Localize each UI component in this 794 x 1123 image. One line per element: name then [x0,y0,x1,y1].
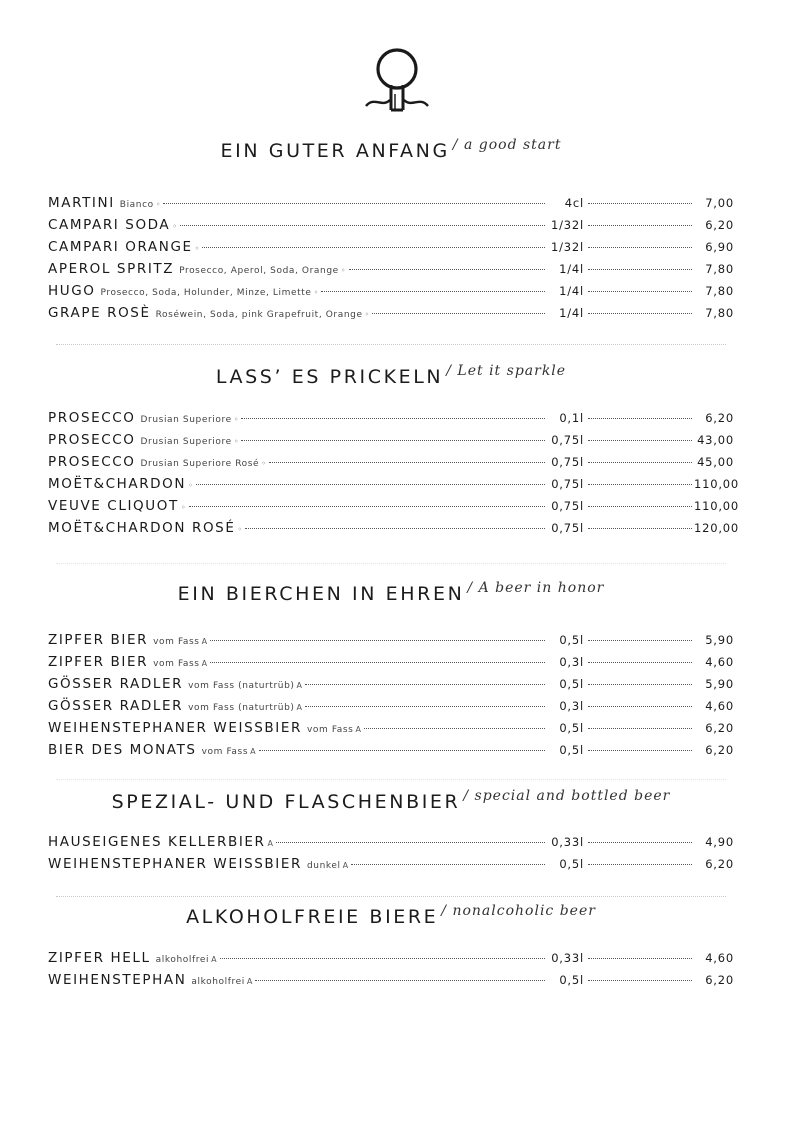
item-description: Drusian Superiore Rosé [140,459,260,469]
menu-item [48,720,734,738]
dot-leader [588,728,692,729]
item-volume: 0,75l [551,433,584,447]
allergen-marker: A [250,747,256,756]
item-price: 110,00 [694,477,740,491]
menu-item [48,454,734,472]
section-divider [56,563,726,564]
item-price: 6,20 [705,973,734,987]
menu-item [48,239,734,257]
section-subtitle: / A beer in honor [467,580,605,596]
menu-item [48,476,740,494]
item-name: ZIPFER BIER [48,654,149,670]
item-price: 7,80 [705,306,734,320]
menu-item [48,856,734,874]
dot-leader [241,440,545,441]
item-price: 7,80 [705,262,734,276]
section-title: SPEZIAL- UND FLASCHENBIER [111,791,461,813]
item-name: MARTINI [48,195,115,211]
item-price: 110,00 [694,499,740,513]
allergen-marker: A [201,659,208,668]
item-name: WEIHENSTEPHAN [48,972,187,988]
item-description: alkoholfrei [155,955,210,965]
allergen-marker: ◦ [313,288,319,297]
item-price: 45,00 [697,455,734,469]
section-divider [56,779,726,780]
dot-leader [588,418,692,419]
item-volume: 0,5l [559,743,584,757]
dot-leader [210,662,545,663]
dot-leader [351,864,545,865]
item-volume: 1/32l [550,240,584,254]
item-name: CAMPARI SODA [48,217,171,233]
item-volume: 1/32l [550,218,584,232]
dot-leader [269,462,545,463]
dot-leader [588,484,692,485]
item-price: 6,20 [705,721,734,735]
section-heading [48,788,734,813]
item-name: VEUVE CLIQUOT [48,498,179,514]
section-subtitle: / nonalcoholic beer [441,903,596,919]
item-price: 4,90 [705,835,734,849]
item-price: 6,20 [705,743,734,757]
item-volume: 1/4l [559,262,584,276]
item-volume: 0,75l [551,499,584,513]
item-description: vom Fass [306,725,354,735]
item-name: WEIHENSTEPHANER WEISSBIER [48,856,302,872]
section-heading [48,137,734,162]
item-volume: 0,3l [559,699,584,713]
item-volume: 1/4l [559,284,584,298]
q-logo-icon [362,44,432,116]
dot-leader [588,462,692,463]
item-volume: 1/4l [559,306,584,320]
allergen-marker: A [342,861,349,870]
item-price: 6,90 [705,240,734,254]
menu-item [48,261,734,279]
allergen-marker: A [355,725,361,734]
item-description: vom Fass (naturtrüb) [188,681,295,691]
menu-item [48,632,734,650]
item-price: 4,60 [705,951,734,965]
dot-leader [588,980,692,981]
item-description: Bianco [119,200,154,210]
item-volume: 0,5l [559,677,584,691]
allergen-marker: A [296,703,302,712]
allergen-marker: ◦ [180,503,186,512]
dot-leader [588,225,692,226]
dot-leader [588,291,692,292]
allergen-marker: ◦ [364,310,370,319]
dot-leader [364,728,545,729]
item-volume: 0,75l [551,477,584,491]
dot-leader [588,440,692,441]
allergen-marker: A [201,637,208,646]
item-name: ZIPFER HELL [48,950,151,966]
dot-leader [588,247,692,248]
dot-leader [372,313,545,314]
menu-item [48,972,734,990]
item-name: GÖSSER RADLER [48,698,184,714]
section-heading [48,363,734,388]
item-price: 6,20 [705,411,734,425]
dot-leader [259,750,545,751]
item-description: dunkel [306,861,341,871]
dot-leader [588,313,692,314]
item-description: Prosecco, Soda, Holunder, Minze, Limette [100,288,312,298]
item-volume: 0,75l [551,455,584,469]
item-price: 4,60 [705,655,734,669]
item-name: CAMPARI ORANGE [48,239,193,255]
dot-leader [189,506,545,507]
item-volume: 0,3l [559,655,584,669]
item-volume: 0,5l [559,633,584,647]
item-name: HAUSEIGENES KELLERBIER [48,834,266,850]
item-description: vom Fass (naturtrüb) [188,703,295,713]
dot-leader [180,225,545,226]
menu-item [48,498,740,516]
item-name: HUGO [48,283,96,299]
section-divider [56,896,726,897]
dot-leader [255,980,545,981]
allergen-marker: ◦ [172,222,177,231]
item-price: 7,80 [705,284,734,298]
dot-leader [588,958,692,959]
section-title: EIN GUTER ANFANG [220,140,450,162]
menu-item [48,676,734,694]
dot-leader [305,706,545,707]
item-price: 5,90 [705,633,734,647]
dot-leader [163,203,545,204]
section-heading [48,903,734,928]
dot-leader [588,750,692,751]
item-name: MOËT&CHARDON [48,476,187,492]
item-name: GRAPE ROSÈ [48,305,151,321]
allergen-marker: A [211,955,217,964]
dot-leader [202,247,545,248]
section-title: ALKOHOLFREIE BIERE [186,906,439,928]
allergen-marker: A [267,839,274,848]
allergen-marker: ◦ [155,200,161,209]
section-subtitle: / a good start [452,137,562,153]
item-name: BIER DES MONATS [48,742,197,758]
item-description: alkoholfrei [191,977,245,987]
item-volume: 4cl [564,196,584,210]
item-price: 4,60 [705,699,734,713]
dot-leader [210,640,545,641]
item-volume: 0,1l [559,411,584,425]
dot-leader [220,958,545,959]
dot-leader [588,506,692,507]
dot-leader [321,291,545,292]
item-volume: 0,75l [551,521,584,535]
allergen-marker: ◦ [233,415,239,424]
item-name: PROSECCO [48,432,136,448]
menu-item [48,283,734,301]
item-volume: 0,33l [551,951,584,965]
menu-item [48,742,734,760]
menu-item [48,432,734,450]
menu-item [48,520,740,538]
menu-item [48,950,734,968]
item-volume: 0,33l [551,835,584,849]
section-divider [56,344,726,345]
item-description: Drusian Superiore [140,437,232,447]
item-description: vom Fass [153,659,200,669]
item-name: PROSECCO [48,410,136,426]
item-description: Prosecco, Aperol, Soda, Orange [179,266,339,276]
item-price: 6,20 [705,857,734,871]
item-name: MOËT&CHARDON ROSÉ [48,520,236,536]
item-name: PROSECCO [48,454,136,470]
dot-leader [196,484,545,485]
item-description: Drusian Superiore [140,415,232,425]
dot-leader [588,684,692,685]
item-description: vom Fass [153,637,200,647]
dot-leader [245,528,545,529]
allergen-marker: A [296,681,302,690]
allergen-marker: ◦ [340,266,346,275]
dot-leader [588,640,692,641]
menu-item [48,305,734,323]
item-price: 120,00 [694,521,740,535]
item-name: WEIHENSTEPHANER WEISSBIER [48,720,302,736]
dot-leader [276,842,545,843]
allergen-marker: ◦ [188,481,193,490]
menu-item [48,217,734,235]
dot-leader [588,203,692,204]
section-title: EIN BIERCHEN IN EHREN [177,583,465,605]
section-subtitle: / Let it sparkle [446,363,567,379]
allergen-marker: A [246,977,253,986]
section-title: LASS’ ES PRICKELN [215,366,444,388]
item-description: Roséwein, Soda, pink Grapefruit, Orange [155,310,363,320]
item-volume: 0,5l [559,721,584,735]
item-volume: 0,5l [559,857,584,871]
item-name: GÖSSER RADLER [48,676,184,692]
allergen-marker: ◦ [233,437,239,446]
dot-leader [588,864,692,865]
menu-item [48,698,734,716]
dot-leader [588,269,692,270]
dot-leader [305,684,545,685]
item-price: 5,90 [705,677,734,691]
item-price: 7,00 [705,196,734,210]
dot-leader [241,418,545,419]
item-volume: 0,5l [559,973,584,987]
item-description: vom Fass [201,747,249,757]
dot-leader [349,269,545,270]
dot-leader [588,528,692,529]
allergen-marker: ◦ [237,525,243,534]
item-name: APEROL SPRITZ [48,261,175,277]
section-subtitle: / special and bottled beer [463,788,671,804]
item-name: ZIPFER BIER [48,632,149,648]
allergen-marker: ◦ [194,244,200,253]
dot-leader [588,662,692,663]
menu-item [48,834,734,852]
dot-leader [588,706,692,707]
menu-item [48,195,734,213]
menu-item [48,654,734,672]
section-heading [48,580,734,605]
menu-item [48,410,734,428]
item-price: 6,20 [705,218,734,232]
allergen-marker: ◦ [261,459,266,468]
dot-leader [588,842,692,843]
item-price: 43,00 [697,433,734,447]
